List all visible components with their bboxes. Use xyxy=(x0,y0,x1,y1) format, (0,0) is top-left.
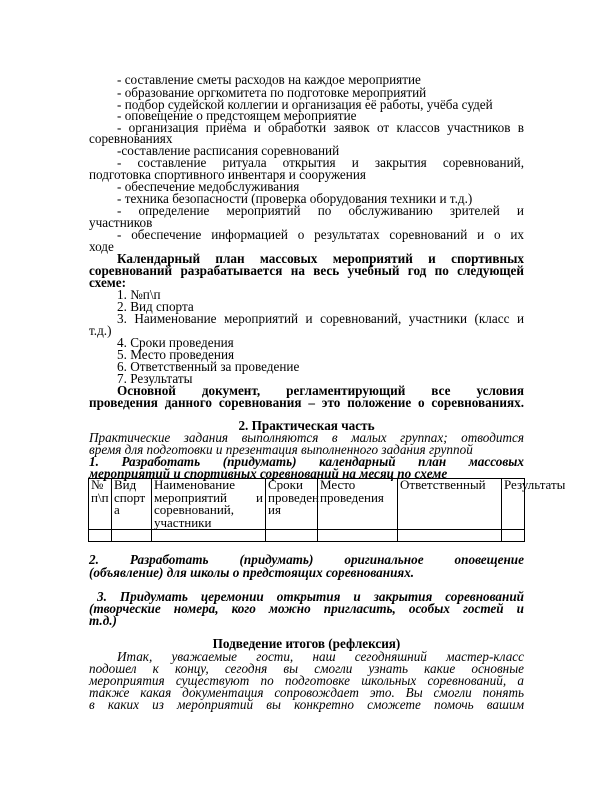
table-header-sport: Вид спорт а xyxy=(112,479,152,530)
scheme-item-2: 2. Вид спорта xyxy=(117,299,194,314)
list-item-info-line1: - обеспечение информацией о результатах соревнований и о их xyxy=(117,227,524,242)
reflection-line5: в каких из мероприятий вы конкретно сможете помочь вашим xyxy=(89,697,524,712)
reflection-line3: мероприятия существуют по подготовке школьных соревнований, а xyxy=(89,673,524,688)
table-cell xyxy=(502,530,525,542)
list-item-spectators-line2: участников xyxy=(89,215,153,230)
calendar-plan-table xyxy=(88,477,566,542)
list-item-info-line2: ходе xyxy=(89,239,114,254)
task2-line1: 2. Разработать (придумать) оригинальное оповещение xyxy=(89,552,524,567)
reflection-line1: Итак, уважаемые гости, наш сегодняшний мастер-класс xyxy=(117,649,524,664)
practical-intro-line2: время для подготовки и презентация выполненного задания группой xyxy=(89,442,473,457)
list-item-ritual-line2: подготовка спортивного инвентаря и сооружения xyxy=(89,167,366,182)
reflection-heading: Подведение итогов (рефлексия) xyxy=(212,636,401,651)
table-cell xyxy=(89,530,112,542)
list-item-schedule: -составление расписания соревнований xyxy=(117,143,340,158)
list-item-orgcommittee: - образование оргкомитета по подготовке мероприятий xyxy=(117,85,427,100)
table-header-row xyxy=(89,479,525,530)
scheme-item-3-line2: т.д.) xyxy=(89,323,112,338)
reflection-line2: подошел к концу, сегодня вы смогли узнать какие основные xyxy=(89,661,524,676)
table-header-place: Место проведения xyxy=(318,479,398,530)
scheme-item-7: 7. Результаты xyxy=(117,371,193,386)
calendar-intro-line3: схеме: xyxy=(89,275,127,290)
scheme-item-3-line1: 3. Наименование мероприятий и соревнований, участники (класс и xyxy=(117,311,524,326)
table-cell xyxy=(398,530,502,542)
main-document-line2: проведения данного соревнования – это положение о соревнованиях. xyxy=(89,395,524,410)
table-header-number: № п\п xyxy=(89,479,112,530)
list-item-spectators-line1: - определение мероприятий по обслуживанию зрителей и xyxy=(117,203,524,218)
table-cell xyxy=(112,530,152,542)
table-header-event-name: Наименование мероприятий и соревнований, участники xyxy=(152,479,266,530)
calendar-intro-line1: Календарный план массовых мероприятий и спортивных xyxy=(117,251,524,266)
task1-line2: мероприятий и спортивных соревнований на месяц по схеме xyxy=(89,466,448,481)
main-document-line1: Основной документ, регламентирующий все условия xyxy=(117,383,524,398)
task1-line1: 1. Разработать (придумать) календарный план массовых xyxy=(89,454,524,469)
table-header-results: Результаты xyxy=(502,479,525,530)
scheme-item-4: 4. Сроки проведения xyxy=(117,335,234,350)
table-cell xyxy=(152,530,266,542)
list-item-applications-line1: - организация приёма и обработки заявок от классов участников в xyxy=(117,120,524,135)
list-item-judges: - подбор судейской коллегии и организация её работы, учёба судей xyxy=(117,97,493,112)
calendar-intro-line2: соревнований разрабатывается на весь учебный год по следующей xyxy=(89,263,524,278)
reflection-line4: также какая документация сопровождает это. Вы смогли понять xyxy=(89,685,524,700)
scheme-item-6: 6. Ответственный за проведение xyxy=(117,359,300,374)
practical-heading: 2. Практическая часть xyxy=(238,418,375,433)
task3-line2: (творческие номера, кого можно пригласить, особых гостей и xyxy=(89,601,524,616)
table-header-responsible: Ответственный xyxy=(398,479,502,530)
list-item-budget: - составление сметы расходов на каждое мероприятие xyxy=(117,72,421,87)
task3-line3: т.д.) xyxy=(89,613,117,628)
list-item-ritual-line1: - составление ритуала открытия и закрытия соревнований, xyxy=(117,155,524,170)
table-cell xyxy=(318,530,398,542)
scheme-item-5: 5. Место проведения xyxy=(117,347,235,362)
list-item-safety: - техника безопасности (проверка оборудования техники и т.д.) xyxy=(117,191,473,206)
table-header-dates: Сроки проведен ия xyxy=(266,479,318,530)
table-cell xyxy=(266,530,318,542)
practical-intro-line1: Практические задания выполняются в малых группах; отводится xyxy=(89,430,524,445)
table-row xyxy=(89,530,525,542)
task2-line2: (объявление) для школы о предстоящих соревнованиях. xyxy=(89,565,415,580)
list-item-applications-line2: соревнованиях xyxy=(89,131,173,146)
task3-line1: 3. Придумать церемонии открытия и закрытия соревнований xyxy=(97,589,524,604)
list-item-medical: - обеспечение медобслуживания xyxy=(117,179,300,194)
scheme-item-1: 1. №п\п xyxy=(117,287,161,302)
list-item-announcement: - оповещение о предстоящем мероприятие xyxy=(117,108,357,123)
